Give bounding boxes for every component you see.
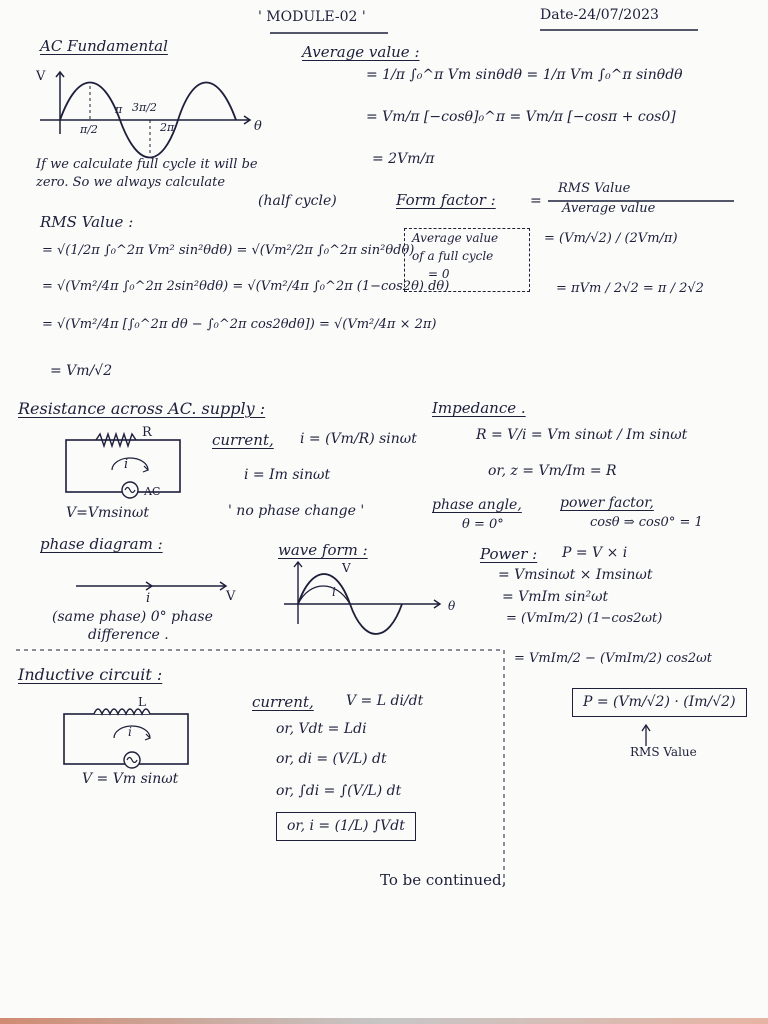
inductive-voltage-eq: V = Vm sinωt [82,771,179,787]
resistance-voltage-eq: V=Vmsinωt [66,505,149,521]
tick-pi-half: π/2 [80,123,98,136]
ac-fundamental-title: AC Fundamental [40,37,168,55]
form-factor-step-1: = (Vm/√2) / (2Vm/π) [544,231,678,246]
wave-v-label: V [342,561,351,575]
ac-source-label: AC [144,485,161,498]
resistor-current-label: i [124,457,129,472]
same-phase-note-1: (same phase) 0° phase [52,609,213,625]
rms-line-4: = Vm/√2 [50,363,113,379]
inductive-line-3: or, di = (V/L) dt [276,751,387,767]
full-cycle-note-1: If we calculate full cycle it will be [36,157,258,172]
phase-angle-value: θ = 0° [462,517,504,532]
impedance-line-1: R = V/i = Vm sinωt / Im sinωt [476,427,688,443]
resistance-title: Resistance across AC. supply : [18,399,266,418]
inductive-title: Inductive circuit : [18,665,163,684]
power-factor-label: power factor, [560,495,654,511]
form-factor-numerator: RMS Value [558,181,631,196]
resistance-i-eq: i = Im sinωt [244,467,331,483]
inductive-current-label: current, [252,693,314,711]
tick-2pi: 2π [160,121,175,134]
power-rms-box: P = (Vm/√2) · (Im/√2) [572,688,747,717]
power-title: Power : [480,545,538,563]
average-line-2: = Vm/π [−cosθ]₀^π = Vm/π [−cosπ + cos0] [366,109,676,125]
date-label: Date-24/07/2023 [540,7,659,23]
inductive-line-4: or, ∫di = ∫(V/L) dt [276,783,402,799]
to-be-continued: To be continued, [380,871,507,889]
wave-form-graph [284,562,454,642]
inductive-line-5: or, i = (1/L) ∫Vdt [276,812,416,841]
phase-v-label: V [226,589,236,604]
form-factor-step-2: = πVm / 2√2 = π / 2√2 [556,281,704,296]
box-line-2: of a full cycle [412,249,494,263]
axis-theta-label: θ [254,119,262,134]
form-factor-denominator: Average value [562,201,656,216]
inductor-label: L [138,695,146,709]
page-bottom-edge [0,1018,768,1024]
same-phase-note-2: difference . [88,627,169,643]
resistance-current-eq: i = (Vm/R) sinωt [300,431,417,447]
wave-theta-label: θ [448,599,456,613]
wave-form-title: wave form : [278,541,368,559]
no-phase-change: ' no phase change ' [228,503,365,519]
module-title: ' MODULE-02 ' [258,9,366,25]
full-cycle-note-3: (half cycle) [258,193,337,209]
resistor-label: R [142,425,152,440]
phase-i-label: i [146,591,151,606]
axis-v-label: V [36,69,46,84]
date-underline [540,28,700,32]
rms-line-3: = √(Vm²/4π [∫₀^2π dθ − ∫₀^2π cos2θdθ]) = √(Vm²/4π × 2π) [42,317,437,332]
power-line-1: = Vmsinωt × Imsinωt [498,567,653,583]
inductor-circuit [62,704,192,770]
tick-pi: π [115,103,123,116]
rms-line-2: = √(Vm²/4π ∫₀^2π 2sin²θdθ) = √(Vm²/4π ∫₀^2π (1−cos2θ) dθ) [42,279,450,294]
inductor-current-label: i [128,725,132,739]
box-line-1: Average value [412,231,499,245]
impedance-title: Impedance . [432,399,526,417]
phase-diagram-arrows [76,580,236,592]
form-factor-title: Form factor : [396,191,496,209]
tick-3pi-half: 3π/2 [132,101,157,114]
power-line-2: = VmIm sin²ωt [502,589,609,605]
average-line-1: = 1/π ∫₀^π Vm sinθdθ = 1/π Vm ∫₀^π sinθdθ [366,67,683,83]
inductive-line-1: V = L di/dt [346,693,424,709]
average-line-3: = 2Vm/π [372,151,435,167]
resistance-current-label: current, [212,431,274,449]
phase-diagram-title: phase diagram : [40,535,163,553]
power-definition: P = V × i [562,545,628,561]
box-line-3: = 0 [428,267,450,281]
module-underline [270,31,390,35]
rms-value-title: RMS Value : [40,213,134,231]
inductive-line-2: or, Vdt = Ldi [276,721,367,737]
phase-angle-label: phase angle, [432,497,522,513]
form-factor-eq: = [530,193,542,209]
power-factor-value: cosθ ⇒ cos0° = 1 [590,515,703,530]
wave-i-label: i [332,585,336,599]
full-cycle-note-2: zero. So we always calculate [36,175,226,190]
power-line-4: = VmIm/2 − (VmIm/2) cos2ωt [514,651,712,666]
impedance-line-2: or, z = Vm/Im = R [488,463,617,479]
rms-value-note: RMS Value [630,745,697,759]
average-value-title: Average value : [302,43,420,61]
rms-line-1: = √(1/2π ∫₀^2π Vm² sin²θdθ) = √(Vm²/2π ∫₀^2π sin²θdθ) [42,243,415,258]
power-line-3: = (VmIm/2) (1−cos2ωt) [506,611,663,626]
